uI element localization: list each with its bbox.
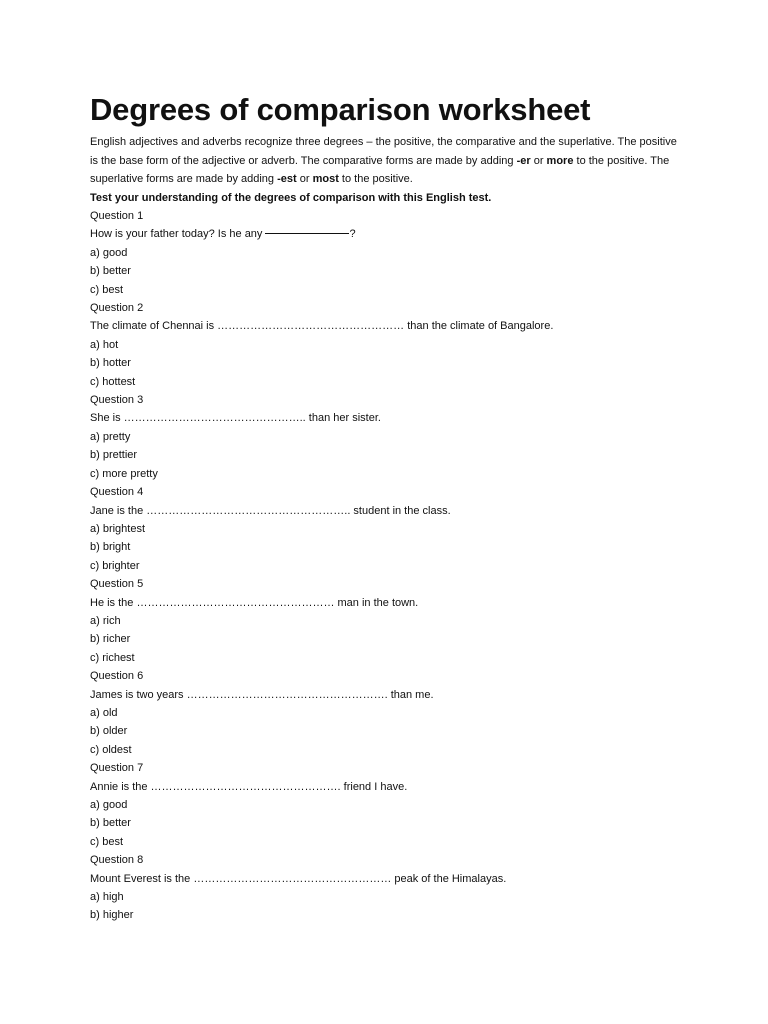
suffix-est: -est: [277, 173, 297, 185]
question-6: [90, 667, 680, 759]
option-a: a) pretty: [90, 430, 131, 443]
option-c: c) oldest: [90, 743, 132, 756]
intro-or-1: or: [530, 154, 547, 167]
option-a: a) high: [90, 891, 124, 904]
option-b: b) better: [90, 265, 131, 278]
question-label: Question 1: [90, 210, 144, 222]
worksheet-page: [90, 91, 680, 925]
question-label: Question 3: [90, 394, 144, 407]
option-c: c) richest: [90, 651, 135, 664]
option-b: b) bright: [90, 541, 131, 554]
question-stem: The climate of Chennai is …………………………………………… than the climate of Bangalore.: [90, 320, 554, 333]
question-stem: She is ………………………………………….. than her sister.: [90, 412, 381, 425]
question-5: [90, 575, 680, 667]
question-stem: He is the ……………………………………………… man in the town.: [90, 596, 419, 609]
question-label: Question 2: [90, 302, 144, 315]
question-3: [90, 391, 680, 483]
question-stem: Annie is the ……………………………………………. friend I have.: [90, 780, 408, 793]
option-b: b) hotter: [90, 357, 131, 370]
question-stem: [90, 225, 680, 243]
question-label: Question 8: [90, 854, 144, 867]
question-8: [90, 851, 680, 925]
stem-before-blank: How is your father today? Is he any: [90, 228, 266, 241]
intro-paragraph: [90, 133, 680, 189]
word-most: most: [312, 173, 339, 185]
question-label: Question 7: [90, 762, 144, 775]
option-a: a) good: [90, 799, 128, 811]
question-label: Question 5: [90, 578, 144, 591]
option-b: b) prettier: [90, 449, 138, 462]
suffix-er: -er: [516, 154, 531, 167]
option-b: b) higher: [90, 909, 134, 922]
option-b: b) better: [90, 817, 131, 830]
option-b: b) richer: [90, 633, 131, 646]
question-label: Question 4: [90, 486, 144, 499]
stem-after-blank: ?: [349, 228, 356, 241]
option-c: c) best: [90, 835, 124, 848]
answer-blank: [265, 233, 349, 234]
test-instruction: Test your understanding of the degrees of comparison with this English test.: [90, 191, 492, 204]
question-stem: Mount Everest is the ……………………………………………… peak of the Himalayas.: [90, 872, 507, 885]
question-4: [90, 483, 680, 575]
word-more: more: [546, 154, 574, 167]
question-stem: James is two years ………………………………………………. than me.: [90, 688, 434, 701]
question-label: Question 6: [90, 670, 144, 683]
option-a: a) rich: [90, 614, 121, 627]
option-c: c) brighter: [90, 559, 140, 572]
intro-or-2: or: [296, 173, 313, 185]
intro-text-1: English adjectives and adverbs recognize three degrees – the positive, the comparative and the superlative. The positive is the base form of the adjective or adverb. The comparative forms are made by adding: [90, 136, 677, 167]
option-a: a) old: [90, 706, 118, 719]
option-a: a) hot: [90, 338, 119, 351]
question-7: [90, 759, 680, 851]
question-2: [90, 299, 680, 391]
question-stem: Jane is the ……………………………………………….. student in the class.: [90, 504, 451, 517]
option-c: c) more pretty: [90, 467, 158, 480]
option-a: a) brightest: [90, 522, 146, 535]
option-c: c) hottest: [90, 375, 136, 388]
option-c: c) best: [90, 283, 124, 296]
option-a: a) good: [90, 246, 128, 259]
intro-text-3: to the positive.: [338, 173, 413, 185]
option-b: b) older: [90, 725, 128, 738]
intro-text-2: to the positive. The superlative forms are made by adding: [90, 154, 670, 185]
question-1: [90, 207, 680, 299]
page-title: Degrees of comparison worksheet: [90, 92, 591, 127]
